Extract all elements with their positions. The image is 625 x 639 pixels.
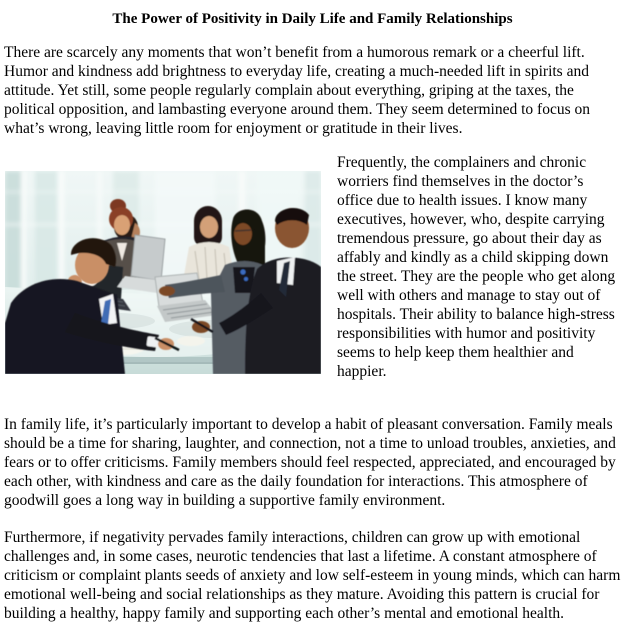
paragraph-wrapped-text: Frequently, the complainers and chronic worriers find themselves in the doctor’s office due to health issues. I know many executives, however, who, despite carrying tremendous pressure, go about their day as affably and kindly as a child skipping down the street. They are the people who get along well with others and manage to stay out of hospitals. Their ability to balance high-stress responsibilities with humor and positivity seems to help keep them healthier and happier. [337,154,616,380]
page-title: The Power of Positivity in Daily Life and Family Relationships [112,11,513,27]
paper-note [177,336,205,346]
meeting-photo [5,171,321,374]
paragraph-with-photo [4,153,621,400]
paragraph-intro: There are scarcely any moments that won’t benefit from a humorous remark or a cheerful lift. Humor and kindness add brightness to everyday life, creating a much-needed lift in spirits and attitude. Yet still, some people regularly complain about everything, griping at the taxes, the political opposition, and lambasting everyone around them. They seem determined to focus on what’s wrong, leaving little room for enjoyment or gratitude in their lives. [4,44,590,137]
paragraph-furthermore: Furthermore, if negativity pervades family interactions, children can grow up with emotional challenges and, in some cases, neurotic tendencies that last a lifetime. A constant atmosphere of criticism or complaint plants seeds of anxiety and low self-esteem in young minds, which can harm emotional well-being and social relationships as they mature. Avoiding this pattern is crucial for building a healthy, happy family and supporting each other’s mental and emotional health. [4,529,621,622]
meeting-photo-illustration [5,171,321,374]
paragraph-family-life: In family life, it’s particularly important to develop a habit of pleasant conversation. Family meals should be a time for sharing, laughter, and connection, not a time to unload troubles, anxieties, and fears or to offer criticisms. Family members should feel respected, appreciated, and encouraged by each other, with kindness and care as the daily foundation for interactions. This atmosphere of goodwill goes a long way in building a supportive family environment. [4,416,616,509]
